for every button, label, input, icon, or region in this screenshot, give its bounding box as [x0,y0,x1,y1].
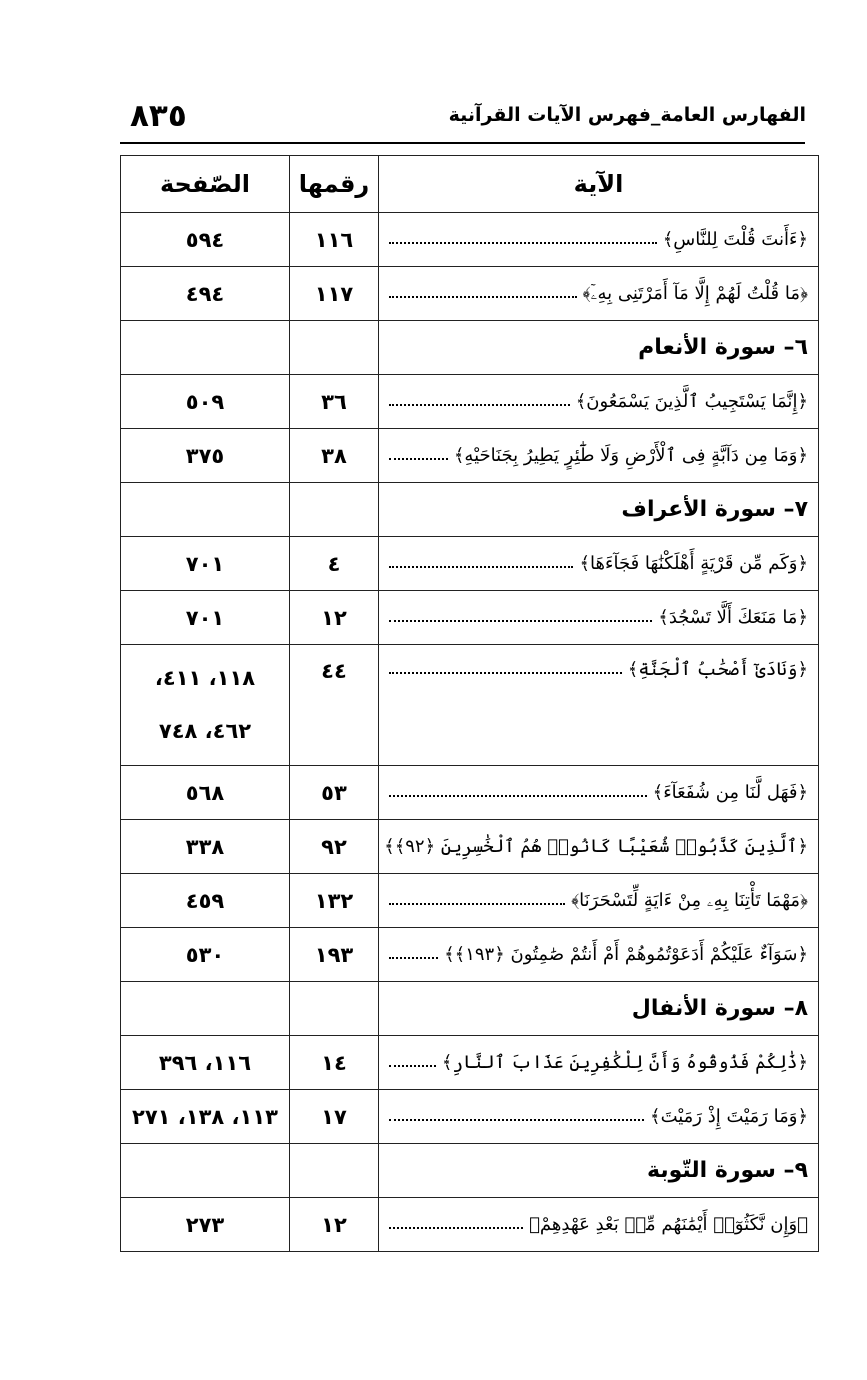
verse-number: ٩٢ [290,820,379,874]
verse-number: ١١٦ [290,213,379,267]
verse-number: ٥٣ [290,766,379,820]
leader-dots [389,1226,523,1229]
verse-number: ٣٨ [290,429,379,483]
ayah-text: ﴿وَإِن نَّكَثُوٓا۟ أَيْمَٰنَهُم مِّنۢ بَعْدِ عَهْدِهِمْ﴾ [529,1214,808,1235]
page-header [118,98,810,142]
table-header-row [121,156,819,213]
surah-title: ٨– سورة الأنفال [379,982,819,1036]
leader-dots [389,403,570,406]
table-row [121,213,819,267]
page-reference: ٤٥٩ [121,874,290,928]
ayah-cell [379,267,819,321]
leader-dots [389,902,565,905]
table-row [121,766,819,820]
table-row [121,820,819,874]
verse-number: ٤ [290,537,379,591]
surah-title: ٦– سورة الأنعام [379,321,819,375]
verse-number: ٤٤ [290,645,379,766]
leader-dots [389,457,448,460]
column-header-number: رقمها [290,156,379,213]
table-row [121,928,819,982]
ayah-text: ﴿وَمَا رَمَيْتَ إِذْ رَمَيْتَ﴾ [650,1106,808,1127]
ayah-text: ﴿مَا قُلْتُ لَهُمْ إِلَّا مَآ أَمَرْتَنِى بِهِۦٓ﴾ [582,283,808,304]
verse-number: ١٣٢ [290,874,379,928]
page-reference-line: ١١٨، ٤١١، [154,666,256,690]
table-row [121,1090,819,1144]
verse-number: ٣٦ [290,375,379,429]
ayah-cell [379,213,819,267]
ayah-cell [379,928,819,982]
ayah-cell [379,375,819,429]
empty-cell [290,321,379,375]
table-row [121,645,819,766]
header-divider [120,142,805,144]
column-header-ayah: الآية [379,156,819,213]
table-row [121,1036,819,1090]
leader-dots [389,1064,436,1067]
verse-number: ١٧ [290,1090,379,1144]
ayah-cell [379,537,819,591]
page-reference: ٥٩٤ [121,213,290,267]
leader-dots [389,619,652,622]
ayah-text: ﴿وَكَم مِّن قَرْيَةٍ أَهْلَكْنَٰهَا فَجَآءَهَا﴾ [579,553,808,574]
page-reference: ٣٣٨ [121,820,290,874]
page-reference: ٣٧٥ [121,429,290,483]
surah-heading-row [121,483,819,537]
running-header-title: الفهارس العامة_فهرس الآيات القرآنية [448,104,806,126]
empty-cell [121,483,290,537]
leader-dots [389,794,647,797]
ayah-text: ﴿ٱلَّذِينَ كَذَّبُوا۟ شُعَيْبًا كَانُوا۟ هُمُ ٱلْخَٰسِرِينَ ﴿٩٢﴾﴾ [384,836,808,857]
verse-number: ١١٧ [290,267,379,321]
page-number: ٨٣٥ [130,98,187,134]
page-reference-line: ٤٦٢، ٧٤٨ [158,719,252,743]
ayah-cell [379,766,819,820]
verse-number: ١٢ [290,1198,379,1252]
verse-index-table [120,155,819,1252]
table-row [121,375,819,429]
verse-number: ١٩٣ [290,928,379,982]
page-reference: ٥٠٩ [121,375,290,429]
empty-cell [121,1144,290,1198]
surah-title: ٩– سورة التّوبة [379,1144,819,1198]
ayah-cell [379,591,819,645]
verse-number: ١٢ [290,591,379,645]
surah-heading-row [121,1144,819,1198]
empty-cell [121,982,290,1036]
ayah-cell [379,429,819,483]
page-reference: ٢٧٣ [121,1198,290,1252]
ayah-text: ﴿مَا مَنَعَكَ أَلَّا تَسْجُدَ﴾ [658,607,808,628]
empty-cell [121,321,290,375]
page-reference: ٧٠١ [121,537,290,591]
table-row [121,537,819,591]
page-reference: ٧٠١ [121,591,290,645]
leader-dots [389,565,573,568]
ayah-text: ﴿وَنَادَىٰٓ أَصْحَٰبُ ٱلْجَنَّةِ﴾ [627,659,808,680]
table-row [121,429,819,483]
ayah-cell [379,874,819,928]
page-reference-multi [121,645,290,766]
table-row [121,591,819,645]
ayah-text: ﴿سَوَآءٌ عَلَيْكُمْ أَدَعَوْتُمُوهُمْ أَمْ أَنتُمْ صَٰمِتُونَ ﴿١٩٣﴾﴾ [444,944,808,965]
leader-dots [389,241,657,244]
ayah-text: ﴿مَهْمَا تَأْتِنَا بِهِۦ مِنْ ءَايَةٍ لِّتَسْحَرَنَا﴾ [571,890,808,911]
ayah-text: ﴿إِنَّمَا يَسْتَجِيبُ ٱلَّذِينَ يَسْمَعُونَ﴾ [575,391,808,412]
surah-heading-row [121,982,819,1036]
page-reference: ٥٦٨ [121,766,290,820]
empty-cell [290,1144,379,1198]
empty-cell [290,483,379,537]
ayah-text: ﴿وَمَا مِن دَآبَّةٍ فِى ٱلْأَرْضِ وَلَا طَٰٓئِرٍ يَطِيرُ بِجَنَاحَيْهِ﴾ [453,445,808,466]
page-reference: ٤٩٤ [121,267,290,321]
ayah-text: ﴿ذَٰلِكُمْ فَذُوقُوهُ وَأَنَّ لِلْكَٰفِرِينَ عَذَابَ ٱلنَّارِ﴾ [441,1052,808,1073]
leader-dots [389,671,622,674]
ayah-cell [379,645,819,766]
leader-dots [389,295,577,298]
surah-title: ٧– سورة الأعراف [379,483,819,537]
empty-cell [290,982,379,1036]
ayah-cell [379,1036,819,1090]
column-header-page: الصّفحة [121,156,290,213]
ayah-text: ﴿فَهَل لَّنَا مِن شُفَعَآءَ﴾ [652,782,808,803]
surah-heading-row [121,321,819,375]
table-row [121,1198,819,1252]
ayah-cell [379,1090,819,1144]
page-reference: ٥٣٠ [121,928,290,982]
ayah-text: ﴿ءَأَنتَ قُلْتَ لِلنَّاسِ﴾ [662,229,808,250]
verse-number: ١٤ [290,1036,379,1090]
ayah-cell [379,1198,819,1252]
page-reference: ١١٦، ٣٩٦ [121,1036,290,1090]
table-row [121,874,819,928]
leader-dots [389,1118,644,1121]
ayah-cell [379,820,819,874]
page-reference: ١١٣، ١٣٨، ٢٧١ [121,1090,290,1144]
table-row [121,267,819,321]
leader-dots [389,956,438,959]
